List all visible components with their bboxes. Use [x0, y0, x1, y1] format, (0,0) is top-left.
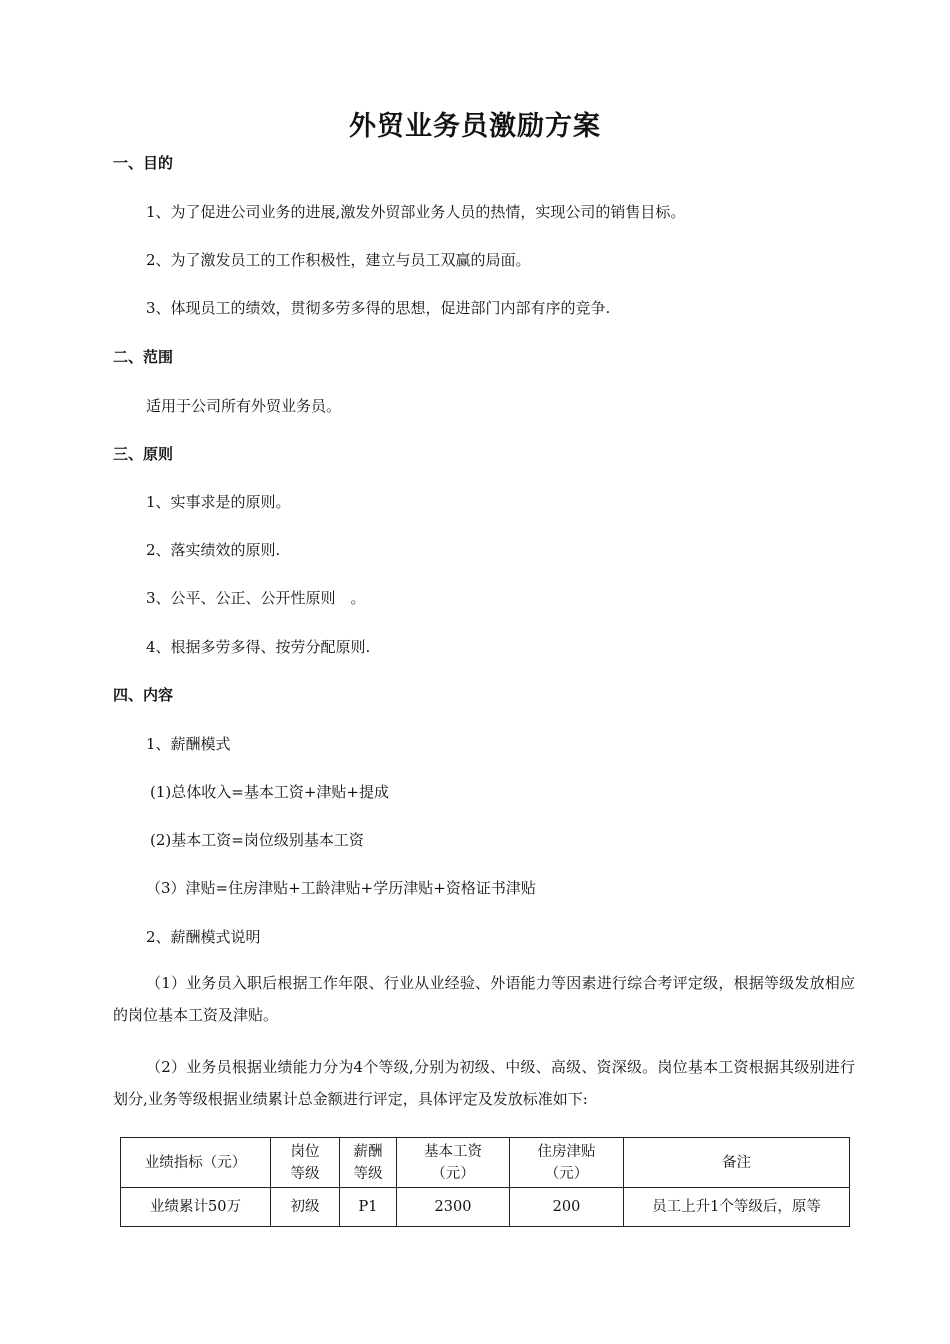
- document-title: 外贸业务员激励方案: [349, 111, 601, 142]
- section-heading-purpose: 一、目的: [113, 154, 174, 172]
- header-remarks: 备注: [624, 1138, 850, 1188]
- formula-allowance: （3）津贴=住房津贴+工龄津贴+学历津贴+资格证书津贴: [146, 879, 536, 897]
- header-housing-allowance: 住房津贴 （元）: [510, 1138, 624, 1188]
- principle-item-1: 1、实事求是的原则。: [146, 493, 291, 511]
- scope-text: 适用于公司所有外贸业务员。: [146, 397, 342, 415]
- formula-base-salary: (2)基本工资=岗位级别基本工资: [150, 831, 364, 849]
- table-header-row: [121, 1138, 850, 1188]
- cell-performance-target: 业绩累计50万: [121, 1188, 271, 1227]
- cell-base-salary: 2300: [397, 1188, 510, 1227]
- purpose-item-1: 1、为了促进公司业务的进展,激发外贸部业务人员的热情，实现公司的销售目标。: [146, 203, 686, 221]
- cell-position-grade: 初级: [271, 1188, 340, 1227]
- cell-pay-grade: P1: [340, 1188, 397, 1227]
- explanation-paragraph-2: （2）业务员根据业绩能力分为4个等级,分别为初级、中级、高级、资深级。岗位基本工资根据其级别进行划分,业务等级根据业绩累计总金额进行评定，具体评定及发放标准如下:: [113, 1058, 855, 1108]
- cell-remarks: 员工上升1个等级后，原等: [624, 1188, 850, 1227]
- table-row: [121, 1188, 850, 1227]
- salary-grade-table: [120, 1137, 850, 1227]
- header-base-salary: 基本工资 （元）: [397, 1138, 510, 1188]
- content-subheading-salary-explanation: 2、薪酬模式说明: [146, 928, 261, 946]
- header-pay-grade: 薪酬 等级: [340, 1138, 397, 1188]
- section-heading-content: 四、内容: [113, 686, 174, 704]
- header-performance-target: 业绩指标（元）: [121, 1138, 271, 1188]
- cell-housing-allowance: 200: [510, 1188, 624, 1227]
- content-subheading-salary-model: 1、薪酬模式: [146, 735, 231, 753]
- purpose-item-3: 3、体现员工的绩效，贯彻多劳多得的思想，促进部门内部有序的竞争.: [146, 299, 611, 317]
- purpose-item-2: 2、为了激发员工的工作积极性，建立与员工双赢的局面。: [146, 251, 531, 269]
- header-position-grade: 岗位 等级: [271, 1138, 340, 1188]
- explanation-paragraph-1: （1）业务员入职后根据工作年限、行业从业经验、外语能力等因素进行综合考评定级，根据等级发放相应的岗位基本工资及津贴。: [113, 974, 855, 1024]
- principle-item-2: 2、落实绩效的原则.: [146, 541, 281, 559]
- section-heading-scope: 二、范围: [113, 348, 174, 366]
- principle-item-3: 3、公平、公正、公开性原则 。: [146, 589, 366, 607]
- principle-item-4: 4、根据多劳多得、按劳分配原则.: [146, 638, 371, 656]
- formula-total-income: (1)总体收入=基本工资+津贴+提成: [150, 783, 389, 801]
- section-heading-principles: 三、原则: [113, 445, 174, 463]
